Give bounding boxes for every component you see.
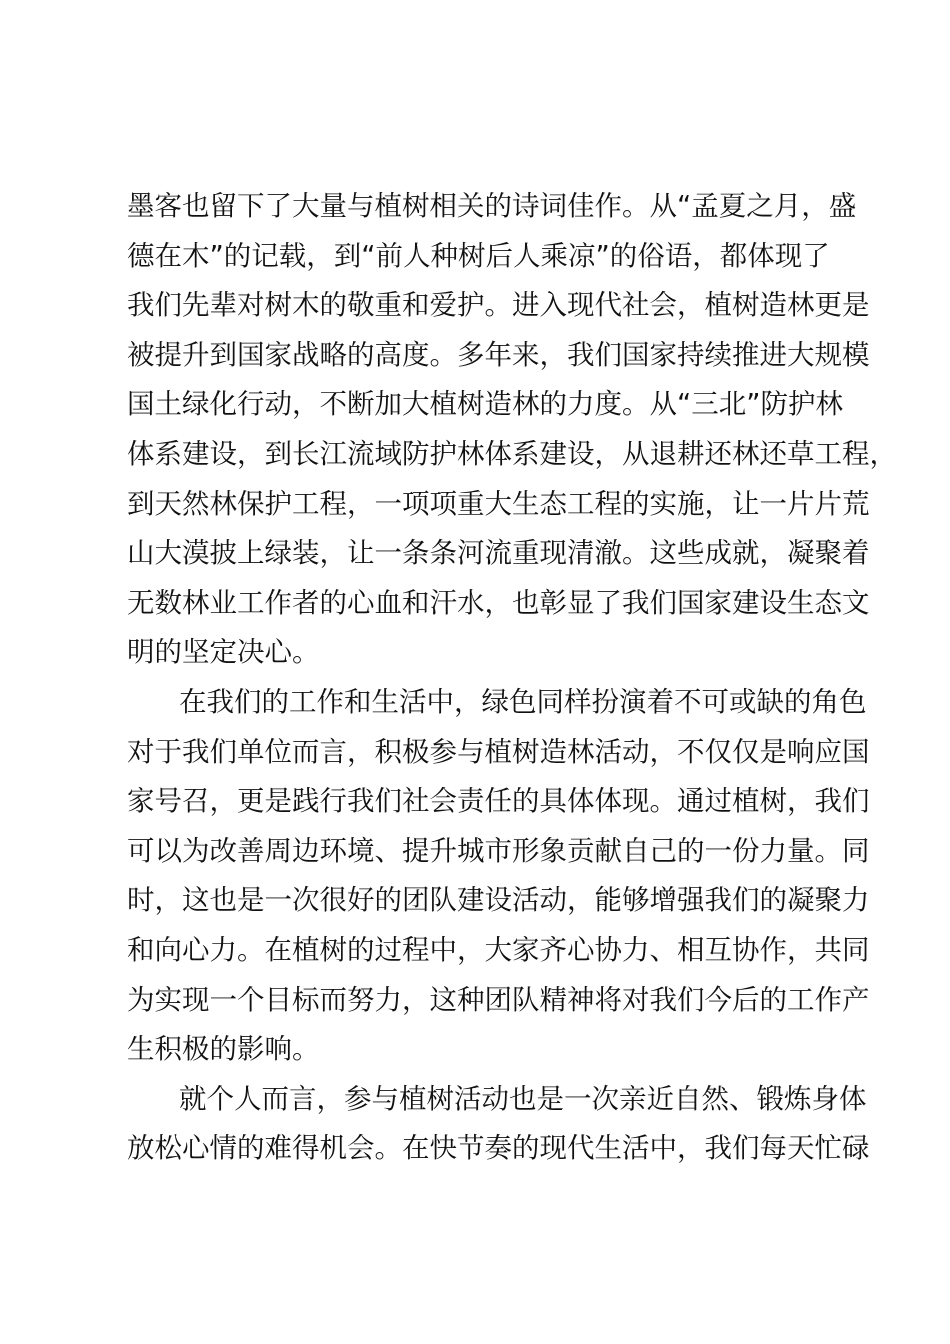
paragraph-2 xyxy=(127,678,870,1075)
text-line: 可以为改善周边环境、提升城市形象贡献自己的一份力量。同 xyxy=(127,834,870,867)
text-line: 被提升到国家战略的高度。多年来，我们国家持续推进大规模 xyxy=(127,338,870,371)
paragraph-3 xyxy=(127,1075,870,1174)
text-line: 明的坚定决心。 xyxy=(127,636,320,669)
text-line: 体系建设，到长江流域防护林体系建设，从退耕还林还草工程， xyxy=(127,437,897,470)
text-line: 无数林业工作者的心血和汗水，也彰显了我们国家建设生态文 xyxy=(127,586,870,619)
text-line: 时，这也是一次很好的团队建设活动，能够增强我们的凝聚力 xyxy=(127,884,870,917)
text-line: 到天然林保护工程，一项项重大生态工程的实施，让一片片荒 xyxy=(127,487,870,520)
text-line: 为实现一个目标而努力，这种团队精神将对我们今后的工作产 xyxy=(127,983,870,1016)
text-line: 我们先辈对树木的敬重和爱护。进入现代社会，植树造林更是 xyxy=(127,289,870,322)
text-line: 放松心情的难得机会。在快节奏的现代生活中，我们每天忙碌 xyxy=(127,1132,870,1165)
paragraph-1 xyxy=(127,182,897,678)
text-line-indented: 就个人而言，参与植树活动也是一次亲近自然、锻炼身体 xyxy=(179,1082,867,1115)
text-line: 德在木”的记载，到“前人种树后人乘凉”的俗语，都体现了 xyxy=(127,239,830,272)
text-line: 和向心力。在植树的过程中，大家齐心协力、相互协作，共同 xyxy=(127,933,870,966)
text-line-indented: 在我们的工作和生活中，绿色同样扮演着不可或缺的角色 xyxy=(179,685,867,718)
text-line: 国土绿化行动，不断加大植树造林的力度。从“三北”防护林 xyxy=(127,388,843,421)
text-line: 家号召，更是践行我们社会责任的具体体现。通过植树，我们 xyxy=(127,785,870,818)
text-line: 对于我们单位而言，积极参与植树造林活动，不仅仅是响应国 xyxy=(127,735,870,768)
text-line: 山大漠披上绿装，让一条条河流重现清澈。这些成就，凝聚着 xyxy=(127,537,870,570)
document-body xyxy=(127,182,897,1174)
text-line: 生积极的影响。 xyxy=(127,1033,320,1066)
text-line: 墨客也留下了大量与植树相关的诗词佳作。从“孟夏之月，盛 xyxy=(127,190,857,222)
